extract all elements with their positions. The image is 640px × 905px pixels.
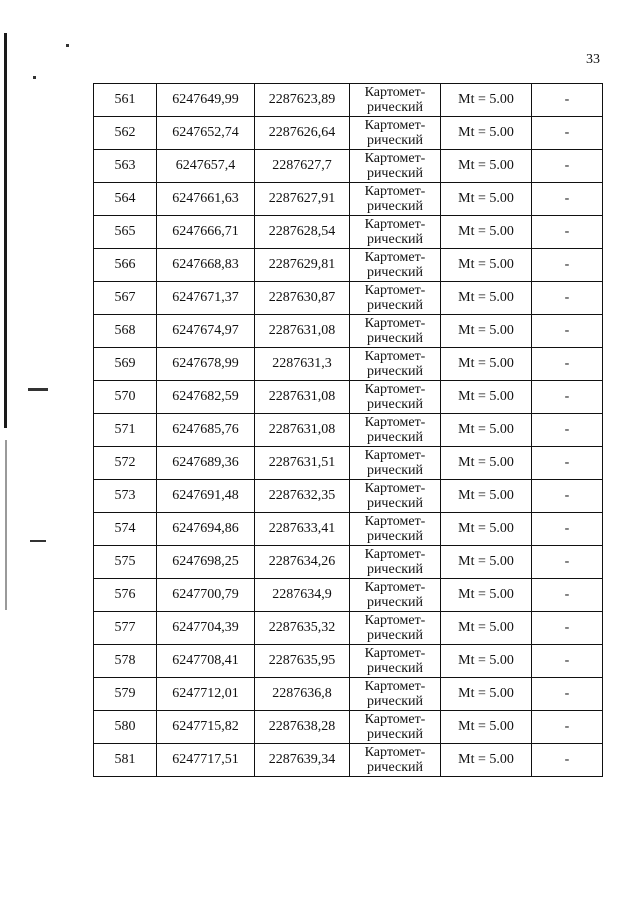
accuracy-cell: Mt = 5.00 bbox=[441, 645, 532, 678]
y-coordinate-cell: 2287638,28 bbox=[255, 711, 350, 744]
method-line-2: рический bbox=[366, 133, 424, 148]
note-cell: - bbox=[532, 216, 603, 249]
accuracy-cell: Mt = 5.00 bbox=[441, 381, 532, 414]
accuracy-cell: Mt = 5.00 bbox=[441, 579, 532, 612]
method-line-1: Картомет- bbox=[364, 382, 426, 397]
method-cell bbox=[350, 447, 441, 480]
scan-edge-mark bbox=[5, 440, 7, 610]
note-cell: - bbox=[532, 282, 603, 315]
note-cell: - bbox=[532, 315, 603, 348]
method-line-1: Картомет- bbox=[364, 613, 426, 628]
accuracy-cell: Mt = 5.00 bbox=[441, 513, 532, 546]
note-cell: - bbox=[532, 612, 603, 645]
method-line-2: рический bbox=[366, 298, 424, 313]
method-cell bbox=[350, 678, 441, 711]
y-coordinate-cell: 2287631,08 bbox=[255, 414, 350, 447]
accuracy-cell: Mt = 5.00 bbox=[441, 183, 532, 216]
method-line-1: Картомет- bbox=[364, 547, 426, 562]
method-line-2: рический bbox=[366, 529, 424, 544]
point-number-cell: 577 bbox=[94, 612, 157, 645]
method-cell bbox=[350, 711, 441, 744]
method-line-1: Картомет- bbox=[364, 118, 426, 133]
method-line-2: рический bbox=[366, 331, 424, 346]
table-row bbox=[94, 282, 603, 315]
x-coordinate-cell: 6247712,01 bbox=[157, 678, 255, 711]
note-cell: - bbox=[532, 447, 603, 480]
table-row bbox=[94, 711, 603, 744]
scan-speck bbox=[66, 44, 69, 47]
accuracy-cell: Mt = 5.00 bbox=[441, 447, 532, 480]
table-row bbox=[94, 447, 603, 480]
method-cell bbox=[350, 381, 441, 414]
accuracy-cell: Mt = 5.00 bbox=[441, 150, 532, 183]
table-row bbox=[94, 546, 603, 579]
y-coordinate-cell: 2287627,91 bbox=[255, 183, 350, 216]
x-coordinate-cell: 6247691,48 bbox=[157, 480, 255, 513]
x-coordinate-cell: 6247674,97 bbox=[157, 315, 255, 348]
point-number-cell: 576 bbox=[94, 579, 157, 612]
x-coordinate-cell: 6247671,37 bbox=[157, 282, 255, 315]
method-cell bbox=[350, 612, 441, 645]
table-row bbox=[94, 579, 603, 612]
method-line-1: Картомет- bbox=[364, 481, 426, 496]
method-cell bbox=[350, 216, 441, 249]
table-row bbox=[94, 678, 603, 711]
table-row bbox=[94, 216, 603, 249]
note-cell: - bbox=[532, 513, 603, 546]
y-coordinate-cell: 2287630,87 bbox=[255, 282, 350, 315]
accuracy-cell: Mt = 5.00 bbox=[441, 249, 532, 282]
method-line-2: рический bbox=[366, 463, 424, 478]
note-cell: - bbox=[532, 84, 603, 117]
method-cell bbox=[350, 249, 441, 282]
method-line-1: Картомет- bbox=[364, 250, 426, 265]
x-coordinate-cell: 6247668,83 bbox=[157, 249, 255, 282]
method-cell bbox=[350, 150, 441, 183]
x-coordinate-cell: 6247661,63 bbox=[157, 183, 255, 216]
method-line-2: рический bbox=[366, 661, 424, 676]
method-line-1: Картомет- bbox=[364, 217, 426, 232]
method-line-1: Картомет- bbox=[364, 151, 426, 166]
table-row bbox=[94, 348, 603, 381]
y-coordinate-cell: 2287634,9 bbox=[255, 579, 350, 612]
point-number-cell: 581 bbox=[94, 744, 157, 777]
method-cell bbox=[350, 579, 441, 612]
method-cell bbox=[350, 282, 441, 315]
table-row bbox=[94, 84, 603, 117]
note-cell: - bbox=[532, 414, 603, 447]
x-coordinate-cell: 6247657,4 bbox=[157, 150, 255, 183]
y-coordinate-cell: 2287623,89 bbox=[255, 84, 350, 117]
table-row bbox=[94, 150, 603, 183]
point-number-cell: 572 bbox=[94, 447, 157, 480]
method-line-2: рический bbox=[366, 265, 424, 280]
method-cell bbox=[350, 546, 441, 579]
table-row bbox=[94, 183, 603, 216]
x-coordinate-cell: 6247685,76 bbox=[157, 414, 255, 447]
scan-speck bbox=[30, 540, 46, 542]
x-coordinate-cell: 6247652,74 bbox=[157, 117, 255, 150]
point-number-cell: 565 bbox=[94, 216, 157, 249]
x-coordinate-cell: 6247715,82 bbox=[157, 711, 255, 744]
method-line-2: рический bbox=[366, 628, 424, 643]
point-number-cell: 575 bbox=[94, 546, 157, 579]
method-line-1: Картомет- bbox=[364, 316, 426, 331]
page-number: 33 bbox=[586, 52, 600, 67]
note-cell: - bbox=[532, 183, 603, 216]
x-coordinate-cell: 6247666,71 bbox=[157, 216, 255, 249]
note-cell: - bbox=[532, 546, 603, 579]
y-coordinate-cell: 2287639,34 bbox=[255, 744, 350, 777]
method-line-2: рический bbox=[366, 232, 424, 247]
method-cell bbox=[350, 645, 441, 678]
note-cell: - bbox=[532, 678, 603, 711]
accuracy-cell: Mt = 5.00 bbox=[441, 612, 532, 645]
method-line-1: Картомет- bbox=[364, 349, 426, 364]
point-number-cell: 571 bbox=[94, 414, 157, 447]
y-coordinate-cell: 2287629,81 bbox=[255, 249, 350, 282]
method-line-2: рический bbox=[366, 562, 424, 577]
method-line-2: рический bbox=[366, 364, 424, 379]
x-coordinate-cell: 6247689,36 bbox=[157, 447, 255, 480]
point-number-cell: 568 bbox=[94, 315, 157, 348]
method-cell bbox=[350, 480, 441, 513]
table-row bbox=[94, 480, 603, 513]
x-coordinate-cell: 6247717,51 bbox=[157, 744, 255, 777]
point-number-cell: 567 bbox=[94, 282, 157, 315]
table-row bbox=[94, 315, 603, 348]
accuracy-cell: Mt = 5.00 bbox=[441, 216, 532, 249]
note-cell: - bbox=[532, 711, 603, 744]
note-cell: - bbox=[532, 249, 603, 282]
accuracy-cell: Mt = 5.00 bbox=[441, 348, 532, 381]
method-line-2: рический bbox=[366, 430, 424, 445]
method-line-2: рический bbox=[366, 496, 424, 511]
method-line-1: Картомет- bbox=[364, 712, 426, 727]
accuracy-cell: Mt = 5.00 bbox=[441, 678, 532, 711]
method-line-1: Картомет- bbox=[364, 679, 426, 694]
note-cell: - bbox=[532, 480, 603, 513]
point-number-cell: 562 bbox=[94, 117, 157, 150]
y-coordinate-cell: 2287636,8 bbox=[255, 678, 350, 711]
table-row bbox=[94, 513, 603, 546]
coordinates-table bbox=[93, 83, 603, 777]
method-line-1: Картомет- bbox=[364, 85, 426, 100]
method-cell bbox=[350, 348, 441, 381]
note-cell: - bbox=[532, 117, 603, 150]
y-coordinate-cell: 2287631,3 bbox=[255, 348, 350, 381]
point-number-cell: 569 bbox=[94, 348, 157, 381]
method-line-1: Картомет- bbox=[364, 745, 426, 760]
method-cell bbox=[350, 117, 441, 150]
method-cell bbox=[350, 744, 441, 777]
y-coordinate-cell: 2287635,32 bbox=[255, 612, 350, 645]
method-line-2: рический bbox=[366, 727, 424, 742]
method-line-2: рический bbox=[366, 199, 424, 214]
method-line-1: Картомет- bbox=[364, 580, 426, 595]
accuracy-cell: Mt = 5.00 bbox=[441, 744, 532, 777]
method-cell bbox=[350, 513, 441, 546]
y-coordinate-cell: 2287631,51 bbox=[255, 447, 350, 480]
point-number-cell: 580 bbox=[94, 711, 157, 744]
table-row bbox=[94, 414, 603, 447]
method-line-2: рический bbox=[366, 397, 424, 412]
method-line-1: Картомет- bbox=[364, 415, 426, 430]
method-line-1: Картомет- bbox=[364, 514, 426, 529]
point-number-cell: 570 bbox=[94, 381, 157, 414]
method-line-2: рический bbox=[366, 694, 424, 709]
y-coordinate-cell: 2287628,54 bbox=[255, 216, 350, 249]
y-coordinate-cell: 2287632,35 bbox=[255, 480, 350, 513]
y-coordinate-cell: 2287631,08 bbox=[255, 381, 350, 414]
accuracy-cell: Mt = 5.00 bbox=[441, 480, 532, 513]
x-coordinate-cell: 6247708,41 bbox=[157, 645, 255, 678]
method-cell bbox=[350, 183, 441, 216]
accuracy-cell: Mt = 5.00 bbox=[441, 711, 532, 744]
method-line-1: Картомет- bbox=[364, 646, 426, 661]
table-row bbox=[94, 612, 603, 645]
table-row bbox=[94, 117, 603, 150]
x-coordinate-cell: 6247700,79 bbox=[157, 579, 255, 612]
accuracy-cell: Mt = 5.00 bbox=[441, 315, 532, 348]
method-line-1: Картомет- bbox=[364, 448, 426, 463]
x-coordinate-cell: 6247682,59 bbox=[157, 381, 255, 414]
accuracy-cell: Mt = 5.00 bbox=[441, 282, 532, 315]
note-cell: - bbox=[532, 381, 603, 414]
note-cell: - bbox=[532, 645, 603, 678]
method-line-1: Картомет- bbox=[364, 283, 426, 298]
method-line-2: рический bbox=[366, 595, 424, 610]
y-coordinate-cell: 2287631,08 bbox=[255, 315, 350, 348]
x-coordinate-cell: 6247694,86 bbox=[157, 513, 255, 546]
table-row bbox=[94, 381, 603, 414]
y-coordinate-cell: 2287634,26 bbox=[255, 546, 350, 579]
method-line-1: Картомет- bbox=[364, 184, 426, 199]
accuracy-cell: Mt = 5.00 bbox=[441, 117, 532, 150]
accuracy-cell: Mt = 5.00 bbox=[441, 414, 532, 447]
point-number-cell: 579 bbox=[94, 678, 157, 711]
point-number-cell: 564 bbox=[94, 183, 157, 216]
point-number-cell: 574 bbox=[94, 513, 157, 546]
x-coordinate-cell: 6247704,39 bbox=[157, 612, 255, 645]
note-cell: - bbox=[532, 744, 603, 777]
method-cell bbox=[350, 414, 441, 447]
point-number-cell: 566 bbox=[94, 249, 157, 282]
scan-speck bbox=[28, 388, 48, 391]
method-line-2: рический bbox=[366, 166, 424, 181]
table-row bbox=[94, 249, 603, 282]
note-cell: - bbox=[532, 348, 603, 381]
table-row bbox=[94, 744, 603, 777]
method-line-2: рический bbox=[366, 100, 424, 115]
scan-speck bbox=[33, 76, 36, 79]
accuracy-cell: Mt = 5.00 bbox=[441, 84, 532, 117]
point-number-cell: 563 bbox=[94, 150, 157, 183]
y-coordinate-cell: 2287633,41 bbox=[255, 513, 350, 546]
method-cell bbox=[350, 315, 441, 348]
point-number-cell: 573 bbox=[94, 480, 157, 513]
note-cell: - bbox=[532, 579, 603, 612]
x-coordinate-cell: 6247649,99 bbox=[157, 84, 255, 117]
y-coordinate-cell: 2287635,95 bbox=[255, 645, 350, 678]
y-coordinate-cell: 2287626,64 bbox=[255, 117, 350, 150]
accuracy-cell: Mt = 5.00 bbox=[441, 546, 532, 579]
x-coordinate-cell: 6247698,25 bbox=[157, 546, 255, 579]
scan-edge-mark bbox=[4, 33, 7, 428]
method-cell bbox=[350, 84, 441, 117]
point-number-cell: 578 bbox=[94, 645, 157, 678]
table-row bbox=[94, 645, 603, 678]
note-cell: - bbox=[532, 150, 603, 183]
point-number-cell: 561 bbox=[94, 84, 157, 117]
method-line-2: рический bbox=[366, 760, 424, 775]
x-coordinate-cell: 6247678,99 bbox=[157, 348, 255, 381]
y-coordinate-cell: 2287627,7 bbox=[255, 150, 350, 183]
